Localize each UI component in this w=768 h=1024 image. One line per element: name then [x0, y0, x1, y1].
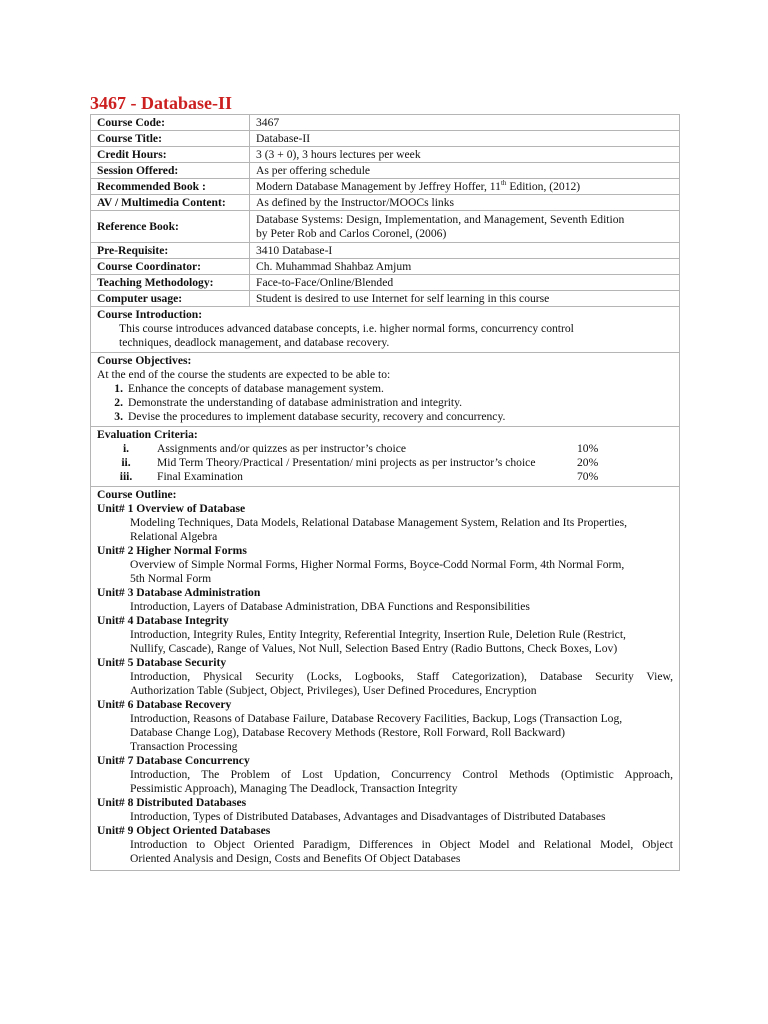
table-row: [91, 195, 680, 211]
unit-line: Nullify, Cascade), Range of Values, Not Null, Selection Based Entry (Radio Buttons, Check Boxes, Lov): [130, 642, 618, 655]
unit-heading: Unit# 8 Distributed Databases: [97, 796, 247, 809]
table-row: [91, 353, 680, 427]
evaluation-criteria-section: [91, 427, 680, 487]
list-item: [97, 456, 673, 470]
unit-line: Introduction to Object Oriented Paradigm, Differences in Object Model and Relational Model, Object: [130, 838, 673, 851]
pre-requisite-label: Pre-Requisite:: [91, 243, 250, 259]
unit-line: Overview of Simple Normal Forms, Higher Normal Forms, Boyce-Codd Normal Form, 4th Normal Form,: [130, 558, 625, 571]
list-item: [97, 442, 673, 456]
list-number: ii.: [121, 456, 131, 469]
edition-superscript: th: [500, 178, 507, 187]
reference-book-label: Reference Book:: [91, 211, 250, 243]
credit-hours-value: 3 (3 + 0), 3 hours lectures per week: [250, 147, 680, 163]
intro-line: This course introduces advanced database concepts, i.e. higher normal forms, concurrency control: [119, 322, 574, 335]
unit-line: Relational Algebra: [130, 530, 218, 543]
table-row: [91, 427, 680, 487]
objectives-list: [97, 382, 673, 424]
unit-line: Modeling Techniques, Data Models, Relational Database Management System, Relation and Its Properties,: [130, 516, 628, 529]
unit-heading: Unit# 5 Database Security: [97, 656, 227, 669]
table-row: [91, 243, 680, 259]
weight-percent: 70%: [577, 470, 599, 483]
unit-heading: Unit# 9 Object Oriented Databases: [97, 824, 271, 837]
course-introduction-section: [91, 307, 680, 353]
list-item: [97, 410, 673, 424]
list-number: iii.: [119, 470, 133, 483]
table-row: [91, 275, 680, 291]
list-text: Enhance the concepts of database management system.: [128, 382, 384, 395]
section-heading: Course Objectives:: [97, 354, 192, 367]
table-row: [91, 487, 680, 871]
course-title-value: Database-II: [250, 131, 680, 147]
recommended-book-edition: Edition, (2012): [506, 179, 581, 193]
unit-line: 5th Normal Form: [130, 572, 212, 585]
teaching-methodology-label: Teaching Methodology:: [91, 275, 250, 291]
table-row: [91, 291, 680, 307]
list-text: Assignments and/or quizzes as per instructor’s choice: [157, 442, 406, 455]
table-row: [91, 147, 680, 163]
reference-book-line: by Peter Rob and Carlos Coronel, (2006): [256, 226, 447, 240]
weight-percent: 10%: [577, 442, 599, 455]
list-number: 2.: [114, 396, 123, 409]
course-title-label: Course Title:: [91, 131, 250, 147]
teaching-methodology-value: Face-to-Face/Online/Blended: [250, 275, 680, 291]
table-row: [91, 259, 680, 275]
unit-line: Database Change Log), Database Recovery Methods (Restore, Roll Forward, Roll Backward): [130, 726, 565, 739]
unit-heading: Unit# 1 Overview of Database: [97, 502, 246, 515]
list-number: i.: [122, 442, 130, 455]
unit-line: Introduction, Integrity Rules, Entity Integrity, Referential Integrity, Insertion Rule, Deletion Rule (Restrict,: [130, 628, 626, 641]
table-row: [91, 179, 680, 195]
av-multimedia-label: AV / Multimedia Content:: [91, 195, 250, 211]
unit-heading: Unit# 2 Higher Normal Forms: [97, 544, 247, 557]
list-number: 3.: [114, 410, 123, 423]
av-multimedia-value: As defined by the Instructor/MOOCs links: [250, 195, 680, 211]
unit-heading: Unit# 7 Database Concurrency: [97, 754, 250, 767]
course-objectives-section: [91, 353, 680, 427]
unit-line: Pessimistic Approach), Managing The Deadlock, Transaction Integrity: [130, 782, 458, 795]
table-row: [91, 211, 680, 243]
session-offered-label: Session Offered:: [91, 163, 250, 179]
table-row: [91, 131, 680, 147]
recommended-book-label: Recommended Book :: [91, 179, 250, 195]
computer-usage-value: Student is desired to use Internet for self learning in this course: [250, 291, 680, 307]
unit-line: Introduction, Types of Distributed Databases, Advantages and Disadvantages of Distributed Databases: [130, 810, 606, 823]
section-heading: Course Outline:: [97, 488, 177, 501]
intro-line: techniques, deadlock management, and database recovery.: [119, 336, 390, 349]
unit-line: Transaction Processing: [130, 740, 238, 753]
unit-line: Introduction, Layers of Database Administration, DBA Functions and Responsibilities: [130, 600, 530, 613]
weight-percent: 20%: [577, 456, 599, 469]
course-code-label: Course Code:: [91, 115, 250, 131]
course-coordinator-value: Ch. Muhammad Shahbaz Amjum: [250, 259, 680, 275]
unit-line: Authorization Table (Subject, Object, Privileges), User Defined Procedures, Encryption: [130, 684, 537, 697]
unit-line: Introduction, The Problem of Lost Updation, Concurrency Control Methods (Optimistic Approach,: [130, 768, 673, 781]
computer-usage-label: Computer usage:: [91, 291, 250, 307]
pre-requisite-value: 3410 Database-I: [250, 243, 680, 259]
table-row: [91, 163, 680, 179]
section-heading: Course Introduction:: [97, 308, 203, 321]
list-item: [97, 396, 673, 410]
table-row: [91, 115, 680, 131]
objectives-lead: At the end of the course the students are expected to be able to:: [97, 368, 391, 381]
unit-line: Oriented Analysis and Design, Costs and Benefits Of Object Databases: [130, 852, 461, 865]
course-outline-section: [91, 487, 680, 871]
page-title: 3467 - Database-II: [90, 93, 232, 113]
list-text: Final Examination: [157, 470, 243, 483]
session-offered-value: As per offering schedule: [250, 163, 680, 179]
recommended-book-value: [250, 179, 680, 195]
table-row: [91, 307, 680, 353]
section-heading: Evaluation Criteria:: [97, 428, 198, 441]
unit-line: Introduction, Reasons of Database Failure, Database Recovery Facilities, Backup, Logs (Transaction Log,: [130, 712, 623, 725]
unit-line: Introduction, Physical Security (Locks, Logbooks, Staff Categorization), Database Security View,: [130, 670, 673, 683]
unit-heading: Unit# 6 Database Recovery: [97, 698, 232, 711]
list-item: [97, 382, 673, 396]
course-code-value: 3467: [250, 115, 680, 131]
unit-heading: Unit# 3 Database Administration: [97, 586, 261, 599]
course-coordinator-label: Course Coordinator:: [91, 259, 250, 275]
reference-book-line: Database Systems: Design, Implementation, and Management, Seventh Edition: [256, 212, 625, 226]
unit-heading: Unit# 4 Database Integrity: [97, 614, 229, 627]
reference-book-value: [250, 211, 680, 243]
list-text: Devise the procedures to implement database security, recovery and concurrency.: [128, 410, 506, 423]
list-text: Mid Term Theory/Practical / Presentation/ mini projects as per instructor’s choice: [157, 456, 536, 469]
course-info-table: [90, 114, 680, 871]
recommended-book-text: Modern Database Management by Jeffrey Hoffer, 11: [256, 179, 501, 193]
list-text: Demonstrate the understanding of database administration and integrity.: [128, 396, 463, 409]
list-number: 1.: [114, 382, 123, 395]
credit-hours-label: Credit Hours:: [91, 147, 250, 163]
list-item: [97, 470, 673, 484]
